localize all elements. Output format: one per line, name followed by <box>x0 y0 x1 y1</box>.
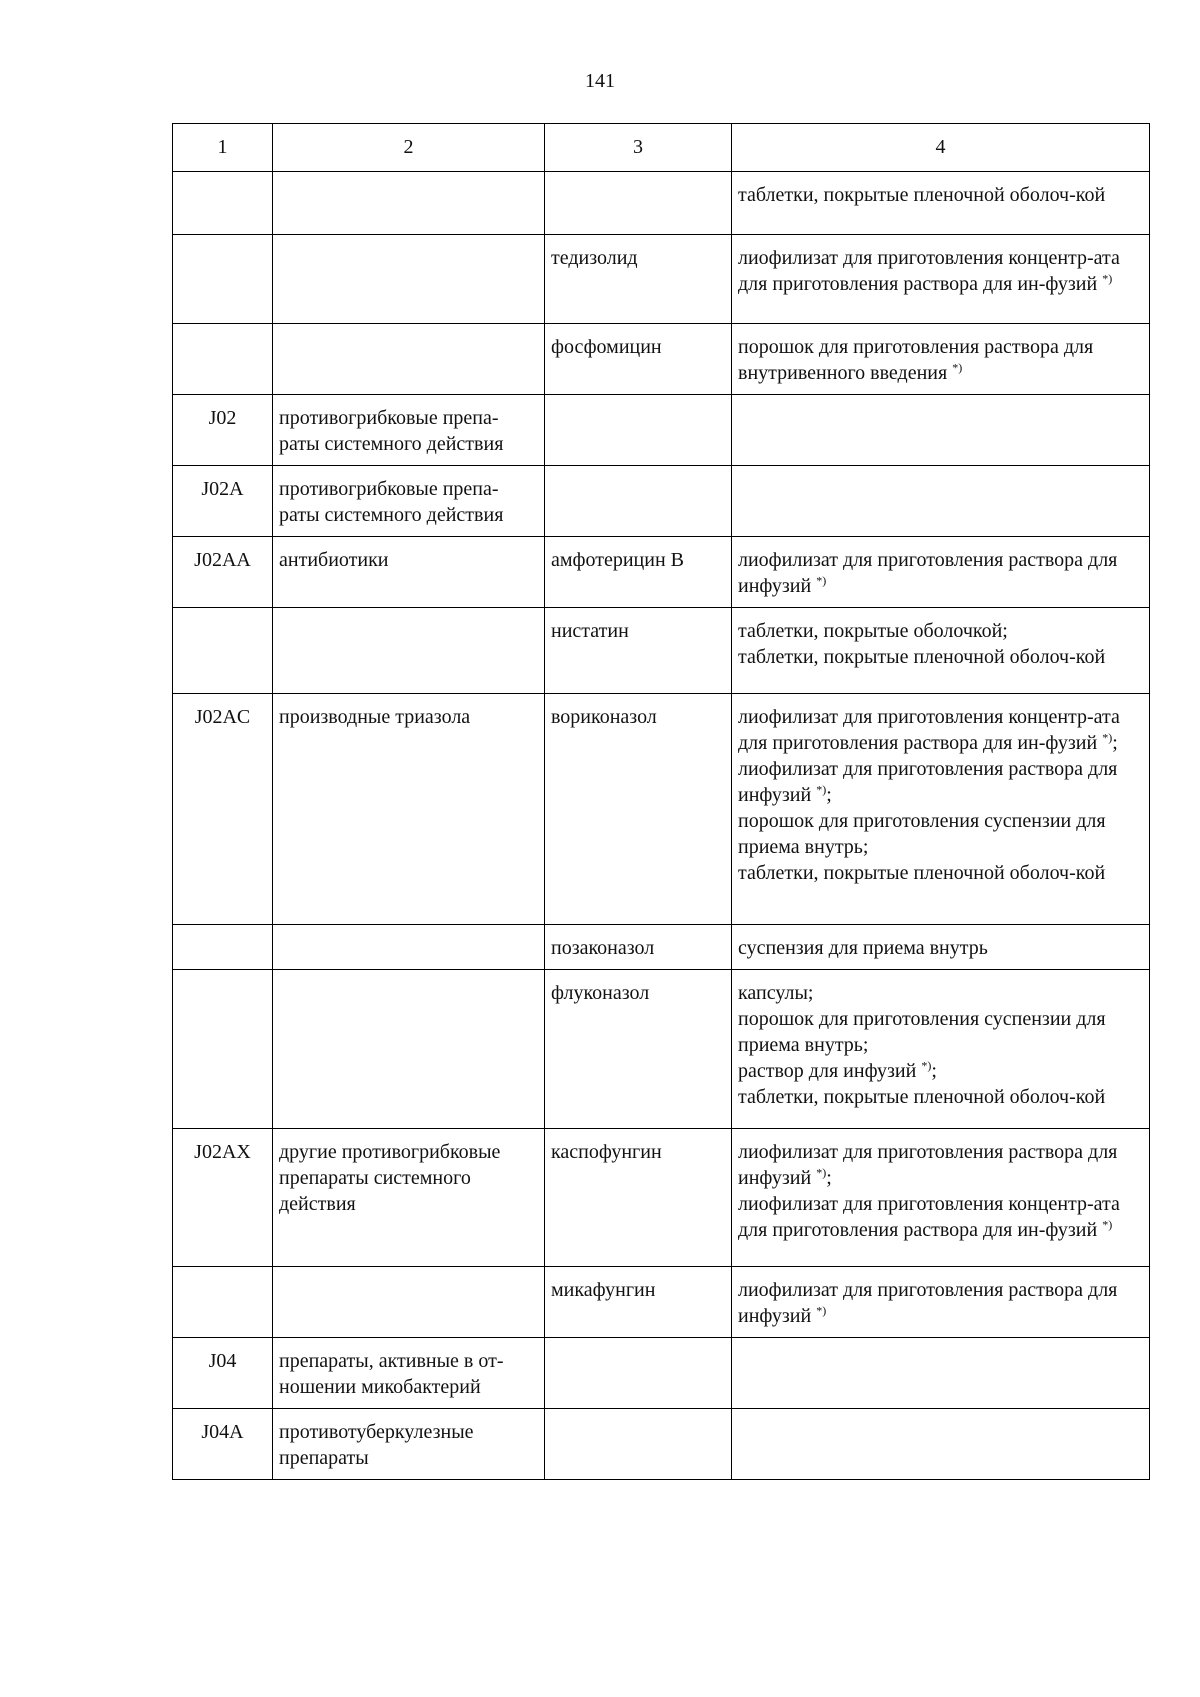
footnote-marker: *) <box>1102 730 1113 745</box>
dosage-forms-cell <box>732 608 1150 694</box>
dosage-forms-cell <box>732 1267 1150 1338</box>
footnote-marker: *) <box>816 782 827 797</box>
footnote-marker: *) <box>952 360 963 375</box>
drug-name-cell <box>545 1338 732 1409</box>
drug-name-cell <box>545 172 732 235</box>
drug-name-cell: позаконазол <box>545 925 732 970</box>
table-row <box>173 694 1150 925</box>
group-name-cell: противогрибковые препа-раты системного действия <box>273 395 545 466</box>
dosage-form-line: таблетки, покрытые пленочной оболоч-кой <box>738 862 1106 884</box>
atc-code-cell: J04 <box>173 1338 273 1409</box>
group-name-cell <box>273 925 545 970</box>
table-row <box>173 1267 1150 1338</box>
column-header-2: 2 <box>273 124 545 172</box>
footnote-marker: *) <box>816 1303 827 1318</box>
footnote-marker: *) <box>816 573 827 588</box>
footnote-marker: *) <box>1102 1217 1113 1232</box>
drug-name-cell <box>545 1409 732 1480</box>
group-name-cell: производные триазола <box>273 694 545 925</box>
column-header-4: 4 <box>732 124 1150 172</box>
dosage-form-line: капсулы; <box>738 982 814 1004</box>
footnote-marker: *) <box>816 1165 827 1180</box>
group-name-cell <box>273 172 545 235</box>
atc-code-cell <box>173 235 273 324</box>
atc-code-cell <box>173 925 273 970</box>
drug-name-cell <box>545 395 732 466</box>
dosage-form-line: таблетки, покрытые пленочной оболоч-кой <box>738 184 1106 206</box>
drug-name-cell: вориконазол <box>545 694 732 925</box>
dosage-forms-cell <box>732 694 1150 925</box>
dosage-forms-cell <box>732 925 1150 970</box>
table-row <box>173 970 1150 1129</box>
atc-code-cell <box>173 608 273 694</box>
dosage-form-line: таблетки, покрытые пленочной оболоч-кой <box>738 1086 1106 1108</box>
table-row <box>173 172 1150 235</box>
dosage-forms-cell <box>732 172 1150 235</box>
drug-name-cell: флуконазол <box>545 970 732 1129</box>
dosage-form-line: лиофилизат для приготовления раствора для инфузий *); <box>738 758 1118 806</box>
footnote-marker: *) <box>1102 271 1113 286</box>
dosage-form-line: лиофилизат для приготовления раствора для инфузий *) <box>738 549 1118 597</box>
atc-code-cell: J04A <box>173 1409 273 1480</box>
table-row <box>173 324 1150 395</box>
table-row <box>173 925 1150 970</box>
group-name-cell <box>273 1267 545 1338</box>
page-number: 141 <box>585 70 615 92</box>
table-row <box>173 235 1150 324</box>
table-row <box>173 608 1150 694</box>
dosage-form-line: порошок для приготовления суспензии для приема внутрь; <box>738 1008 1106 1056</box>
table-row <box>173 1409 1150 1480</box>
drug-name-cell <box>545 466 732 537</box>
table-body <box>173 172 1150 1480</box>
dosage-forms-cell <box>732 324 1150 395</box>
dosage-forms-cell <box>732 466 1150 537</box>
dosage-form-line: порошок для приготовления раствора для внутривенного введения *) <box>738 336 1094 384</box>
group-name-cell <box>273 608 545 694</box>
dosage-form-line: порошок для приготовления суспензии для приема внутрь; <box>738 810 1106 858</box>
group-name-cell <box>273 324 545 395</box>
table-row <box>173 1129 1150 1267</box>
drug-name-cell: фосфомицин <box>545 324 732 395</box>
dosage-form-line: лиофилизат для приготовления концентр-ата для приготовления раствора для ин-фузий *) <box>738 247 1120 295</box>
dosage-form-line: раствор для инфузий *); <box>738 1058 937 1082</box>
dosage-forms-cell <box>732 1409 1150 1480</box>
dosage-form-line: лиофилизат для приготовления концентр-ата для приготовления раствора для ин-фузий *); <box>738 706 1120 754</box>
table-header-row <box>173 124 1150 172</box>
drug-name-cell: нистатин <box>545 608 732 694</box>
group-name-cell: другие противогрибковые препараты системного действия <box>273 1129 545 1267</box>
dosage-forms-cell <box>732 395 1150 466</box>
drug-name-cell: каспофунгин <box>545 1129 732 1267</box>
column-header-1: 1 <box>173 124 273 172</box>
group-name-cell: препараты, активные в от-ношении микобактерий <box>273 1338 545 1409</box>
dosage-form-line: лиофилизат для приготовления концентр-ата для приготовления раствора для ин-фузий *) <box>738 1193 1120 1241</box>
dosage-forms-cell <box>732 970 1150 1129</box>
atc-code-cell <box>173 1267 273 1338</box>
dosage-forms-cell <box>732 1129 1150 1267</box>
group-name-cell: противотуберкулезные препараты <box>273 1409 545 1480</box>
table-row <box>173 537 1150 608</box>
table-row <box>173 1338 1150 1409</box>
dosage-form-line: таблетки, покрытые оболочкой; <box>738 620 1008 642</box>
dosage-forms-cell <box>732 537 1150 608</box>
dosage-form-line: лиофилизат для приготовления раствора для инфузий *); <box>738 1141 1118 1189</box>
drug-name-cell: амфотерицин В <box>545 537 732 608</box>
atc-code-cell: J02 <box>173 395 273 466</box>
dosage-form-line: суспензия для приема внутрь <box>738 937 988 959</box>
group-name-cell <box>273 970 545 1129</box>
atc-code-cell: J02AC <box>173 694 273 925</box>
atc-code-cell <box>173 324 273 395</box>
dosage-form-line: таблетки, покрытые пленочной оболоч-кой <box>738 646 1106 668</box>
group-name-cell <box>273 235 545 324</box>
atc-code-cell: J02AX <box>173 1129 273 1267</box>
atc-code-cell: J02A <box>173 466 273 537</box>
dosage-forms-cell <box>732 1338 1150 1409</box>
atc-code-cell <box>173 172 273 235</box>
drug-name-cell: тедизолид <box>545 235 732 324</box>
dosage-forms-cell <box>732 235 1150 324</box>
drug-name-cell: микафунгин <box>545 1267 732 1338</box>
group-name-cell: противогрибковые препа-раты системного действия <box>273 466 545 537</box>
table-row <box>173 395 1150 466</box>
atc-code-cell: J02AA <box>173 537 273 608</box>
dosage-form-line: лиофилизат для приготовления раствора для инфузий *) <box>738 1279 1118 1327</box>
column-header-3: 3 <box>545 124 732 172</box>
table-row <box>173 466 1150 537</box>
drug-table <box>172 123 1150 1480</box>
atc-code-cell <box>173 970 273 1129</box>
group-name-cell: антибиотики <box>273 537 545 608</box>
footnote-marker: *) <box>921 1058 932 1073</box>
